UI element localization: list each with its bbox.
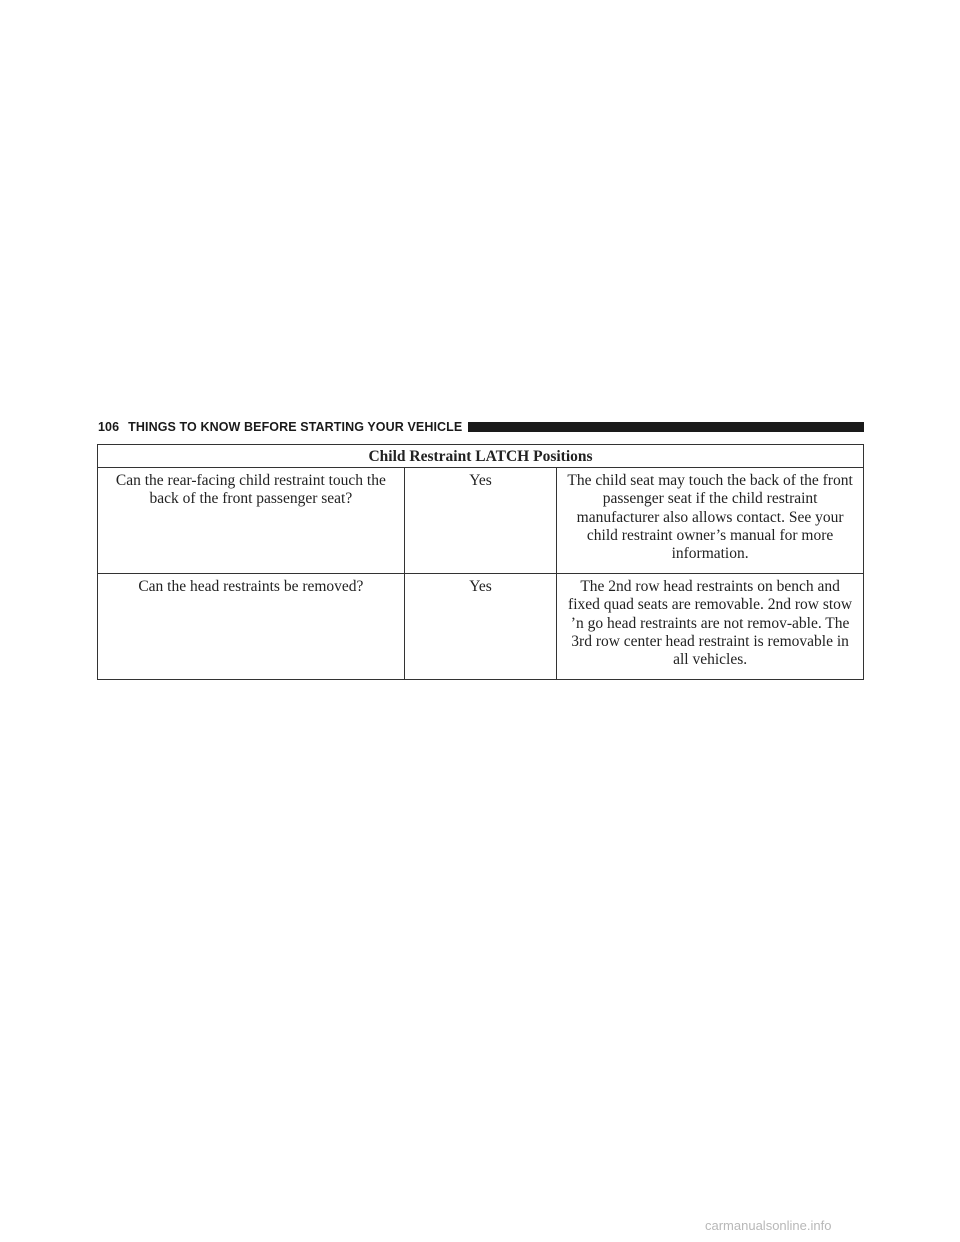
- details-cell: The child seat may touch the back of the front passenger seat if the child restraint manufacturer also allows contact. See your child restraint owner’s manual for more information.: [557, 468, 864, 574]
- question-cell: Can the head restraints be removed?: [98, 574, 405, 680]
- watermark: carmanualsonline.info: [705, 1218, 832, 1233]
- table-title: Child Restraint LATCH Positions: [98, 445, 864, 468]
- page-header: [98, 418, 864, 436]
- page-number: 106: [98, 420, 120, 434]
- answer-cell: Yes: [404, 574, 556, 680]
- answer-cell: Yes: [404, 468, 556, 574]
- latch-positions-table: [97, 444, 864, 680]
- details-cell: The 2nd row head restraints on bench and fixed quad seats are removable. 2nd row stow ’n go head restraints are not remov-able. The 3rd row center head restraint is removable in all vehicles.: [557, 574, 864, 680]
- table-title-row: [98, 445, 864, 468]
- section-title: THINGS TO KNOW BEFORE STARTING YOUR VEHICLE: [128, 420, 463, 434]
- header-rule: [468, 422, 864, 432]
- table-row: [98, 574, 864, 680]
- question-cell: Can the rear-facing child restraint touch the back of the front passenger seat?: [98, 468, 405, 574]
- table-row: [98, 468, 864, 574]
